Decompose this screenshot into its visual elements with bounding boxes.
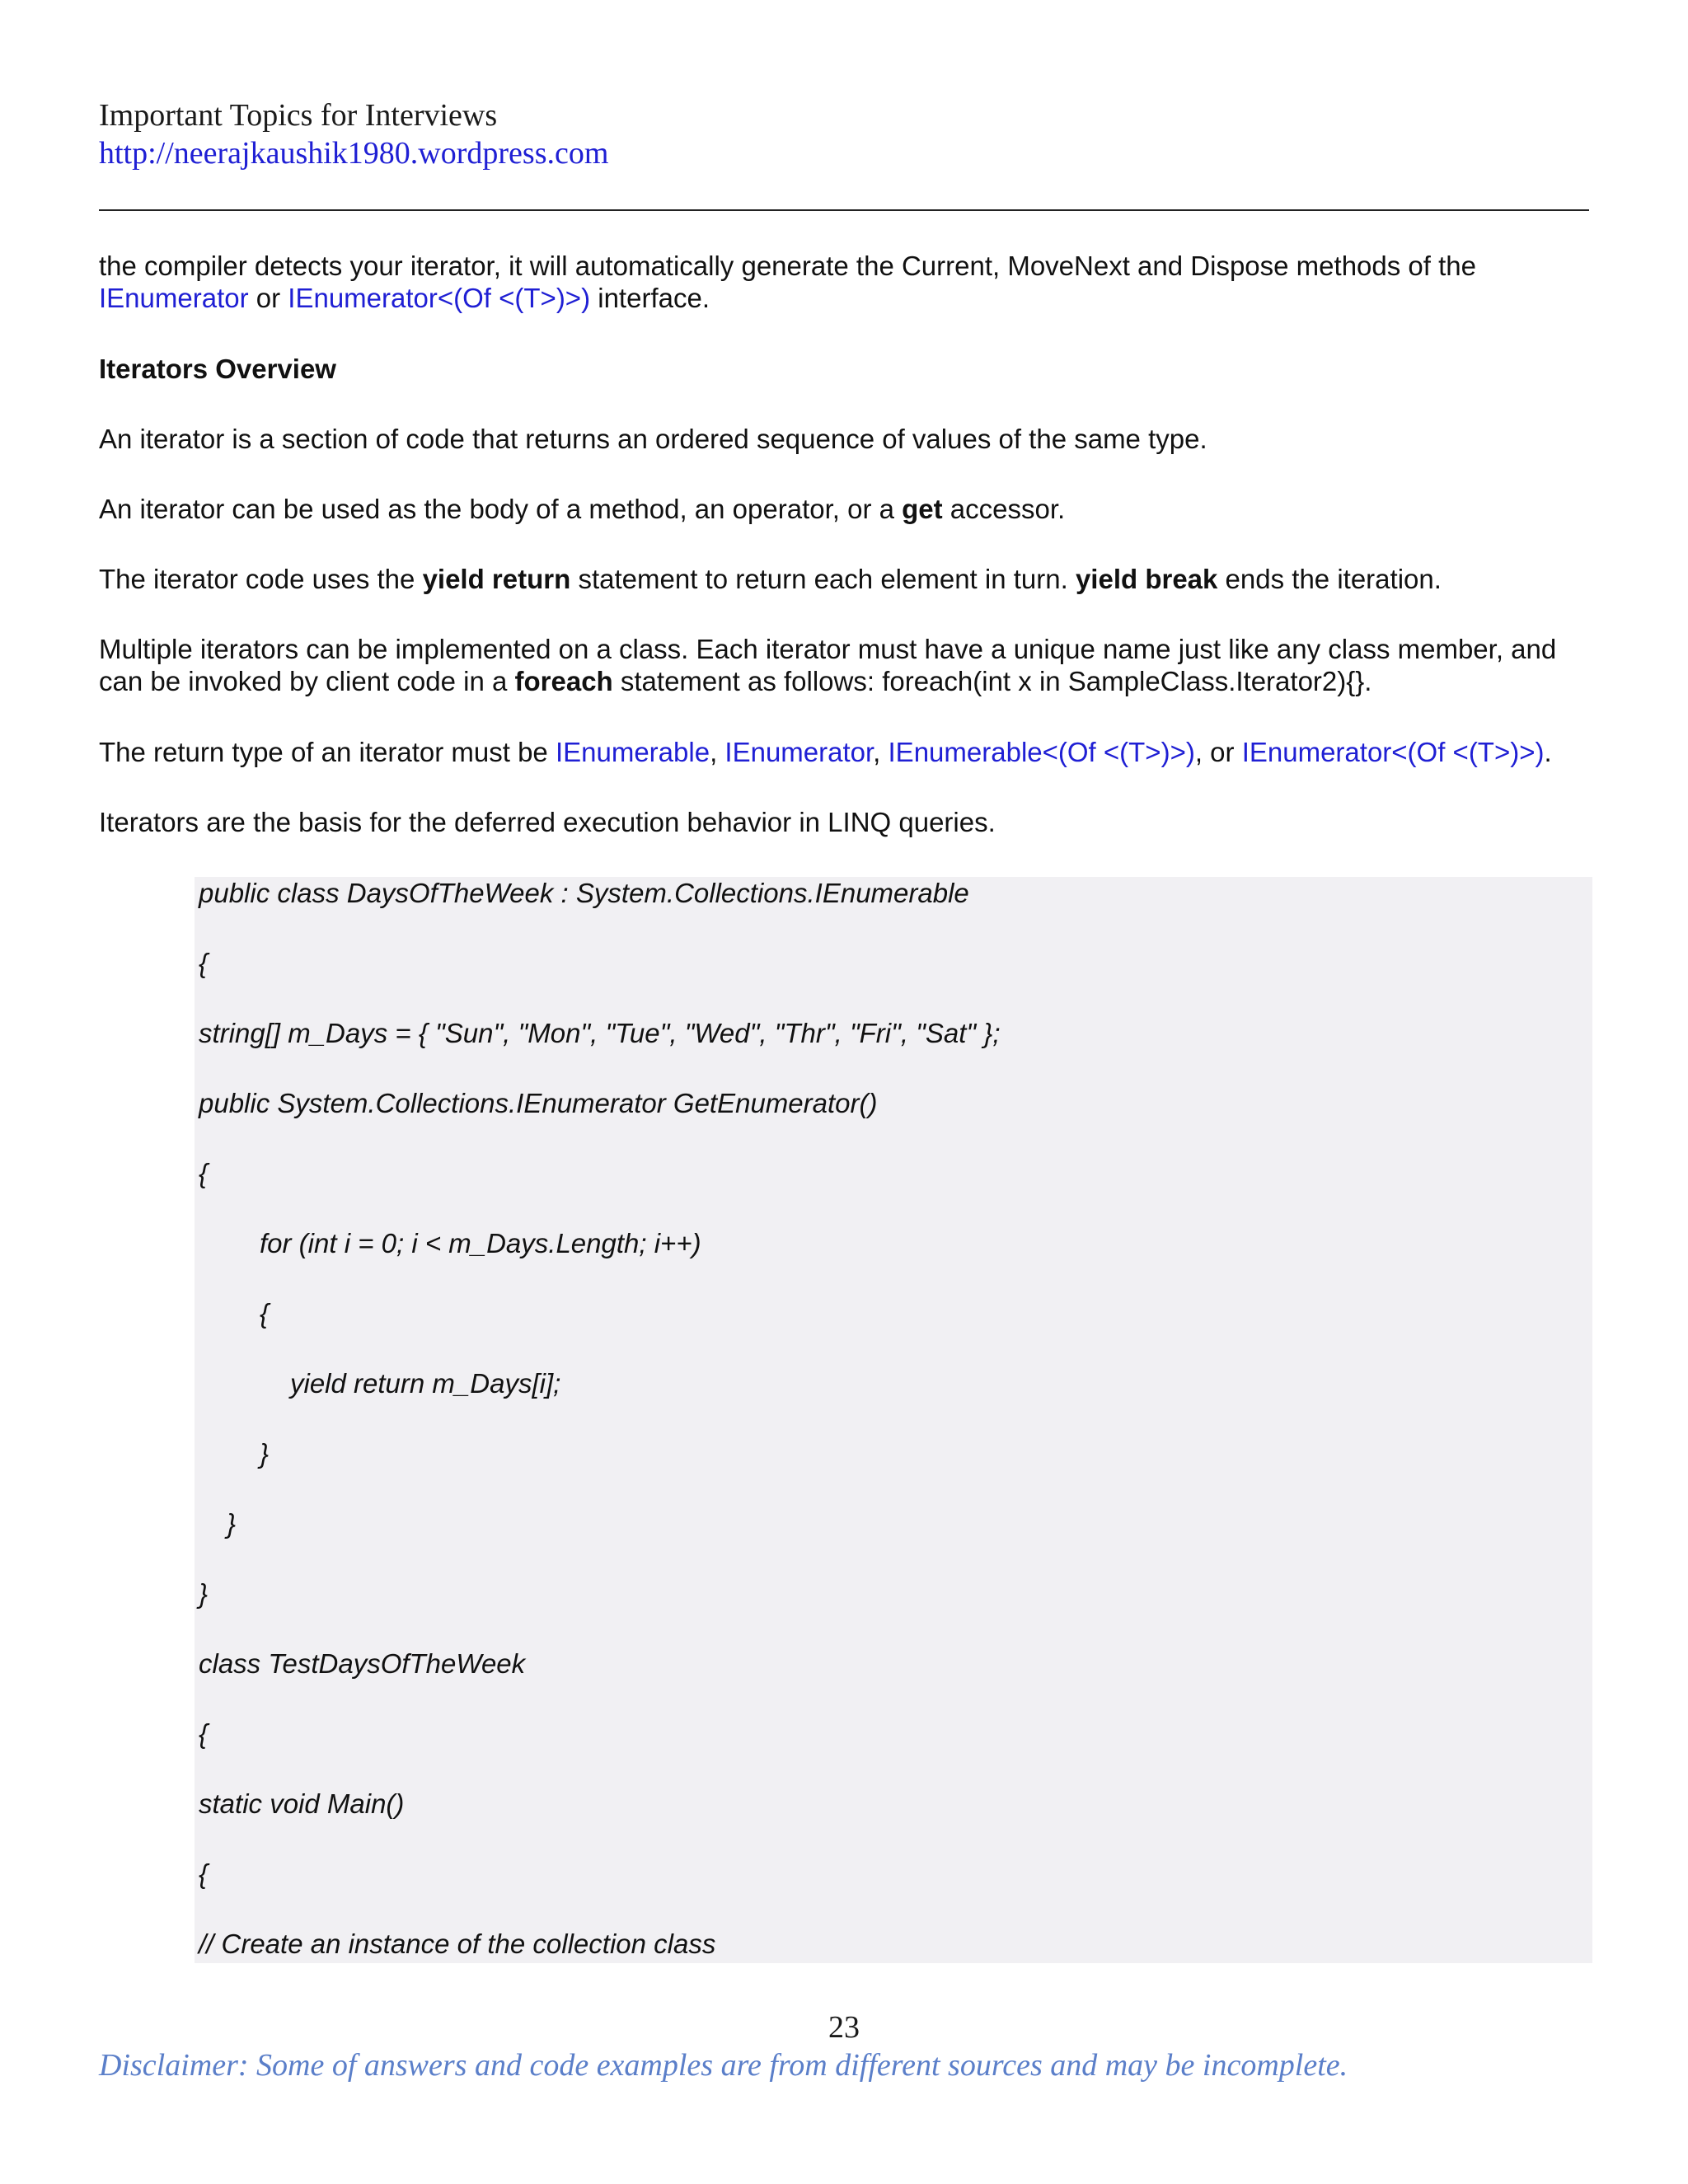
multiple-text-a: can be invoked by client code in a [99, 666, 515, 696]
code-line: yield return m_Days[i]; [290, 1368, 561, 1399]
intro-end-text: interface. [590, 283, 710, 313]
keyword-foreach: foreach [514, 666, 613, 696]
return-type-text: The return type of an iterator must be [99, 737, 556, 767]
header-title: Important Topics for Interviews [99, 98, 498, 133]
code-block [195, 877, 1592, 1963]
keyword-yield-return: yield return [422, 564, 571, 594]
code-line: } [260, 1438, 270, 1469]
header-divider [99, 209, 1589, 211]
code-line: public class DaysOfTheWeek : System.Collections.IEnumerable [199, 878, 969, 908]
code-line: { [199, 1158, 209, 1188]
keyword-get: get [902, 494, 943, 524]
paragraph-yield [99, 563, 1591, 595]
code-line: // Create an instance of the collection class [199, 1929, 716, 1959]
code-line: class TestDaysOfTheWeek [199, 1648, 526, 1679]
multiple-text-c: statement as follows: foreach(int x in SampleClass.Iterator2){}. [612, 666, 1372, 696]
ienumerator-generic-link[interactable]: IEnumerator<(Of <(T>)>) [288, 283, 591, 313]
usage-end-text: accessor. [942, 494, 1066, 524]
page-number: 23 [828, 2010, 860, 2045]
paragraph-intro [99, 250, 1591, 314]
intro-line-1: the compiler detects your iterator, it will automatically generate the Current, MoveNext and Dispose methods of the [99, 251, 1476, 281]
code-line: { [199, 1718, 209, 1749]
code-line: string[] m_Days = { "Sun", "Mon", "Tue", "Wed", "Thr", "Fri", "Sat" }; [199, 1018, 1001, 1048]
paragraph-usage [99, 493, 1591, 525]
yield-text-c: statement to return each element in turn. [570, 564, 1076, 594]
paragraph-linq: Iterators are the basis for the deferred execution behavior in LINQ queries. [99, 807, 996, 837]
code-line: { [199, 948, 209, 978]
paragraph-return-type [99, 736, 1591, 768]
code-line: } [199, 1578, 209, 1609]
yield-text-e: ends the iteration. [1217, 564, 1442, 594]
code-line: { [260, 1298, 270, 1329]
code-line: for (int i = 0; i < m_Days.Length; i++) [260, 1228, 701, 1258]
footer-disclaimer: Disclaimer: Some of answers and code examples are from different sources and may be incomplete. [99, 2048, 1348, 2083]
usage-text: An iterator can be used as the body of a method, an operator, or a [99, 494, 903, 524]
paragraph-multiple-iterators [99, 633, 1591, 697]
yield-text-a: The iterator code uses the [99, 564, 423, 594]
paragraph-definition: An iterator is a section of code that returns an ordered sequence of values of the same type. [99, 424, 1207, 454]
ienumerator-generic-link-2[interactable]: IEnumerator<(Of <(T>)>) [1241, 737, 1545, 767]
ienumerable-link[interactable]: IEnumerable [555, 737, 710, 767]
keyword-yield-break: yield break [1075, 564, 1218, 594]
sep-3: , or [1194, 737, 1242, 767]
intro-or-text: or [248, 283, 288, 313]
sep-2: , [873, 737, 889, 767]
ienumerable-generic-link[interactable]: IEnumerable<(Of <(T>)>) [888, 737, 1195, 767]
section-heading: Iterators Overview [99, 354, 336, 384]
multiple-line-1: Multiple iterators can be implemented on a class. Each iterator must have a unique name just like any class member, and [99, 634, 1557, 664]
code-line: } [227, 1508, 237, 1539]
code-line: { [199, 1858, 209, 1889]
sep-4: . [1544, 737, 1552, 767]
sep-1: , [710, 737, 725, 767]
code-line: static void Main() [199, 1788, 405, 1819]
code-line: public System.Collections.IEnumerator GetEnumerator() [199, 1088, 878, 1118]
header-url-link[interactable]: http://neerajkaushik1980.wordpress.com [99, 136, 609, 171]
ienumerator-link[interactable]: IEnumerator [99, 283, 249, 313]
ienumerator-link-2[interactable]: IEnumerator [724, 737, 874, 767]
